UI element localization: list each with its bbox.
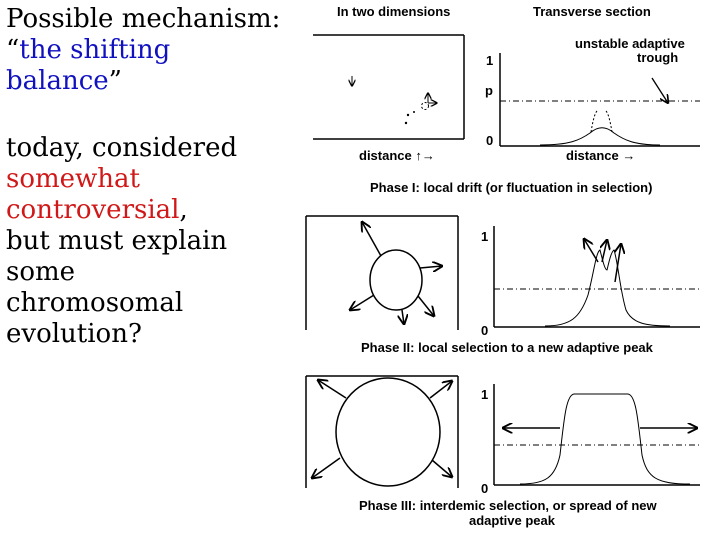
- phase-3-2d-panel: [306, 376, 458, 488]
- spread-arrow-up-left: [318, 380, 346, 398]
- close-quote: ”: [108, 66, 122, 96]
- expanded-deme-circle: [336, 378, 440, 486]
- peak-arrow-up: [602, 240, 607, 262]
- tiny-dot-2: [405, 122, 407, 124]
- comma: ,: [179, 195, 188, 225]
- phase-2-transverse-plot: [481, 226, 700, 327]
- trough-pointer-arrow: [652, 78, 668, 103]
- axis-label-1: 1: [486, 53, 494, 68]
- controversial-term: controversial: [6, 195, 180, 225]
- axis-label-1: 1: [481, 387, 489, 402]
- peak-arrow-right: [615, 244, 621, 282]
- phase-3-axis-0: 0: [481, 481, 489, 496]
- note-line-4: but must explain: [6, 226, 228, 256]
- distance-transverse-label: distance →: [566, 148, 636, 163]
- deme-circle: [370, 250, 422, 310]
- tiny-dot-3: [413, 111, 415, 113]
- note-line-7: evolution?: [6, 319, 142, 349]
- axis-label-p: p: [485, 83, 493, 98]
- distance-2d-label: distance ↑→: [359, 148, 435, 163]
- shifting-balance-term-2: balance: [6, 66, 109, 96]
- top-2d-panel: [313, 35, 464, 139]
- phase-2-axis-0: 0: [481, 323, 489, 338]
- trough-label-line-1: unstable adaptive: [575, 36, 685, 51]
- peak-curve: [545, 250, 670, 326]
- phase-3-title-line-1: Phase III: interdemic selection, or spread of new: [359, 498, 657, 513]
- phase-3-title-line-2: adaptive peak: [469, 513, 555, 528]
- spread-arrow-up-right: [430, 381, 452, 398]
- heading-line-1: Possible mechanism:: [6, 4, 281, 34]
- phase-1-title: Phase I: local drift (or fluctuation in selection): [370, 180, 653, 195]
- spread-arrow-down-left: [312, 458, 340, 478]
- peak-arrow-left: [584, 239, 598, 262]
- tiny-dot-1: [407, 114, 409, 116]
- phase-3-transverse-plot: [481, 384, 700, 485]
- phase-2-title: Phase II: local selection to a new adaptive peak: [361, 340, 653, 355]
- note-line-5: some: [6, 257, 76, 287]
- spread-arrow-down: [402, 310, 404, 324]
- spread-arrow-right: [420, 266, 442, 268]
- spread-arrow-down-left: [350, 295, 374, 310]
- note-line-2: somewhat: [6, 164, 140, 194]
- spread-arrow-down-right: [432, 460, 452, 477]
- small-peak-curve: [540, 128, 660, 145]
- header-transverse-section: Transverse section: [533, 4, 651, 19]
- phase-2-2d-panel: [306, 216, 458, 330]
- open-quote: “: [6, 35, 20, 65]
- shifting-balance-term-1: the shifting: [19, 35, 171, 65]
- trough-label-line-2: trough: [637, 50, 679, 65]
- note-line-6: chromosomal: [6, 288, 184, 318]
- top-transverse-plot: [485, 36, 700, 148]
- spread-arrow-down-right: [418, 296, 434, 316]
- header-two-dimensions: In two dimensions: [337, 4, 451, 19]
- plateau-curve: [520, 394, 690, 484]
- spread-arrow-up-left: [362, 222, 381, 256]
- tiny-deme: [422, 103, 429, 110]
- axis-label-1: 1: [481, 229, 489, 244]
- axis-label-0: 0: [486, 133, 494, 148]
- drift-dashes: [591, 110, 612, 132]
- note-line-1: today, considered: [6, 133, 238, 163]
